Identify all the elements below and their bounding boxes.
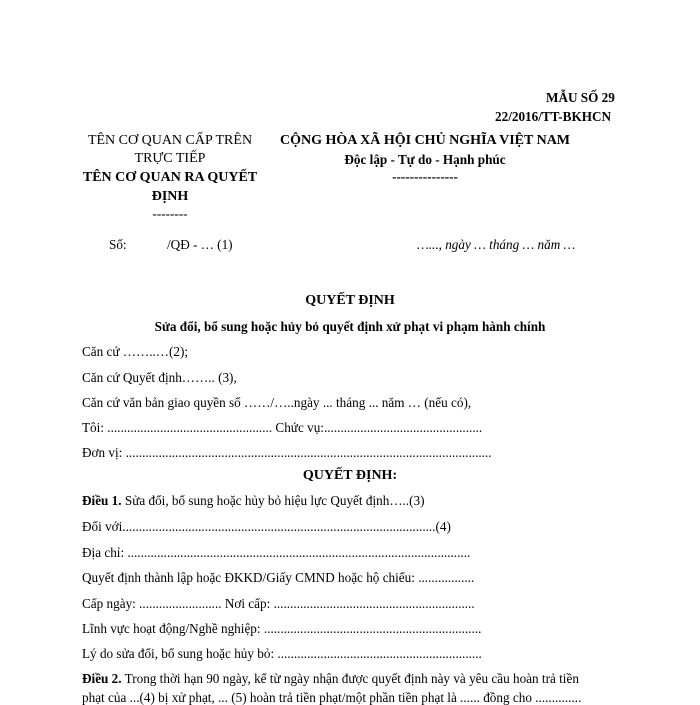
left-header-divider: --------: [152, 206, 188, 221]
article-2-line1: [82, 672, 579, 685]
article-2-label: Điều 2.: [82, 671, 122, 686]
field-issue-date-place: Cấp ngày: ......................... Nơi cấp: .............................................................: [82, 596, 475, 611]
national-motto: Độc lập - Tự do - Hạnh phúc: [344, 152, 506, 167]
legal-basis-1: Căn cứ ……..…(2);: [82, 344, 189, 359]
right-header-divider: ---------------: [392, 169, 458, 184]
signer-unit: Đơn vị: ...............................................................................................................: [82, 445, 492, 460]
signer-name-position: Tôi: .................................................. Chức vụ:................................................: [82, 420, 483, 435]
field-reason: Lý do sửa đổi, bổ sung hoặc hủy bỏ: ..............................................................: [82, 646, 482, 661]
issuing-agency-line1: TÊN CƠ QUAN RA QUYẾT: [82, 170, 258, 185]
field-occupation: Lĩnh vực hoạt động/Nghề nghiệp: ..................................................................: [82, 621, 482, 636]
article-1-text: Sửa đổi, bổ sung hoặc hủy bỏ hiệu lực Quyết định…..(3): [121, 493, 425, 508]
issue-date-line: …..., ngày … tháng … năm …: [417, 237, 576, 252]
field-subject: Đối với...............................................................................................(4): [82, 519, 451, 534]
legal-basis-2: Căn cứ Quyết định…….. (3),: [82, 370, 237, 385]
decision-number-value: /QĐ - … (1): [167, 237, 233, 252]
article-1-label: Điều 1.: [82, 493, 122, 508]
circular-number: 22/2016/TT-BKHCN: [495, 109, 612, 124]
decision-number-label: Số:: [109, 237, 127, 252]
field-address: Địa chỉ: ........................................................................................................: [82, 545, 471, 560]
legal-basis-3: Căn cứ văn bản giao quyền số ……/…..ngày ... tháng ... năm … (nếu có),: [82, 395, 472, 410]
country-name: CỘNG HÒA XÃ HỘI CHỦ NGHĨA VIỆT NAM: [280, 133, 571, 148]
superior-agency-line1: TÊN CƠ QUAN CẤP TRÊN: [87, 133, 253, 148]
issuing-agency-line2: ĐỊNH: [151, 189, 189, 204]
field-registration: Quyết định thành lập hoặc ĐKKD/Giấy CMND hoặc hộ chiếu: .................: [82, 570, 475, 585]
article-1: [82, 494, 424, 507]
article-2-text: Trong thời hạn 90 ngày, kể từ ngày nhận được quyết định này và yêu cầu hoàn trả tiền: [121, 671, 579, 686]
form-number: MẪU SỐ 29: [546, 90, 615, 105]
article-2-line2: phạt của ...(4) bị xử phạt, ... (5) hoàn trả tiền phạt/một phần tiền phạt là ...... đồng cho ..............: [82, 690, 582, 705]
superior-agency-line2: TRỰC TIẾP: [134, 151, 206, 166]
document-title: QUYẾT ĐỊNH: [305, 293, 395, 308]
document-subtitle: Sửa đổi, bổ sung hoặc hủy bỏ quyết định xử phạt vi phạm hành chính: [154, 319, 546, 334]
decision-heading: QUYẾT ĐỊNH:: [302, 468, 398, 483]
